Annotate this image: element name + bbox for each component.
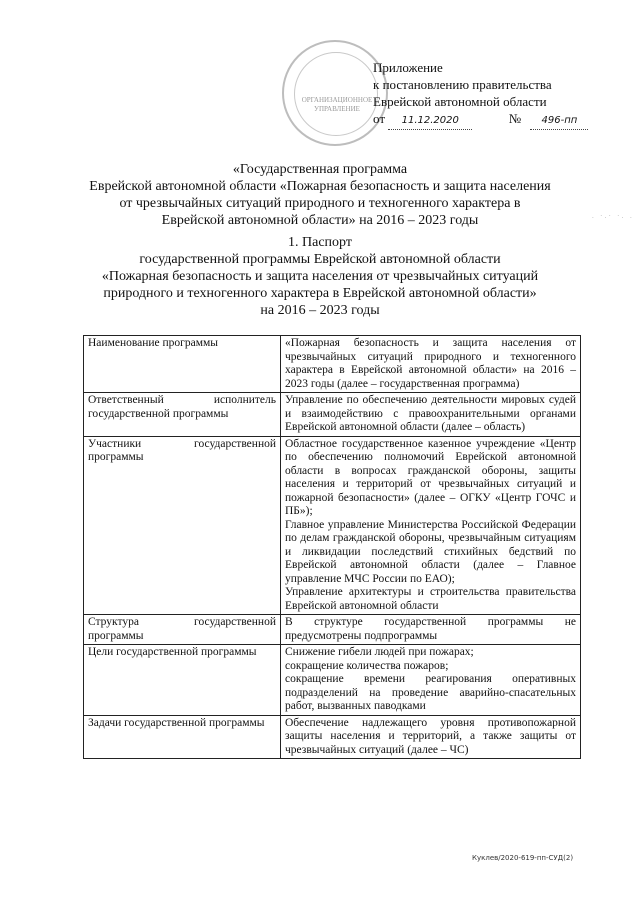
row-label: Наименование программы bbox=[84, 336, 281, 393]
row-label: Ответственный исполнитель государственной программы bbox=[84, 393, 281, 437]
passport-line: «Пожарная безопасность и защита населения от чрезвычайных ситуаций bbox=[101, 269, 539, 284]
document-code: Куклев/2020-619-пп-СУД(2) bbox=[472, 854, 574, 862]
decree-date: 11.12.2020 bbox=[388, 112, 472, 130]
row-paragraph: «Пожарная безопасность и защита населения от чрезвычайных ситуаций природного и техногенного характера в Еврейской автономной области» на 2016 – 2023 годы (далее – государственная программа) bbox=[285, 337, 576, 390]
stamp-text: ОРГАНИЗАЦИОННОЕ УПРАВЛЕНИЕ bbox=[301, 96, 373, 113]
scan-specks: . ·.· ·. . bbox=[591, 212, 634, 220]
title-line: Еврейской автономной области «Пожарная безопасность и защита населения bbox=[89, 179, 551, 194]
table-row bbox=[84, 393, 581, 437]
row-value bbox=[281, 393, 581, 437]
passport-heading bbox=[60, 234, 580, 319]
passport-line: на 2016 – 2023 годы bbox=[260, 303, 380, 318]
title-line: «Государственная программа bbox=[232, 162, 408, 177]
passport-line: 1. Паспорт bbox=[288, 235, 352, 250]
appendix-header bbox=[373, 59, 588, 130]
row-paragraph: Управление по обеспечению деятельности мировых судей и взаимодействию с правоохранительными органами Еврейской автономной области (далее – область) bbox=[285, 394, 576, 433]
row-label: Задачи государственной программы bbox=[84, 715, 281, 759]
row-paragraph: Главное управление Министерства Российской Федерации по делам гражданской обороны, чрезвычайным ситуациям и ликвидации последствий стихийных бедствий по Еврейской автономной области (далее – Главное управление МЧС России по ЕАО); bbox=[285, 518, 576, 585]
row-value bbox=[281, 645, 581, 716]
row-label: Структура государственной программы bbox=[84, 615, 281, 645]
table-row bbox=[84, 715, 581, 759]
row-value bbox=[281, 336, 581, 393]
row-paragraph: Снижение гибели людей при пожарах; bbox=[285, 646, 474, 658]
table-row bbox=[84, 645, 581, 716]
row-paragraph: В структуре государственной программы не предусмотрены подпрограммы bbox=[285, 616, 576, 642]
row-paragraph: Областное государственное казенное учреждение «Центр по обеспечению полномочий Еврейской автономной области в вопросах гражданской обороны, защиты населения и территорий от чрезвычайных ситуаций и пожарной безопасности» (далее – ОГКУ «Центр ГОЧС и ПБ»); bbox=[285, 437, 576, 517]
title-line: Еврейской автономной области» на 2016 – 2023 годы bbox=[161, 213, 479, 228]
row-value bbox=[281, 715, 581, 759]
row-value bbox=[281, 436, 581, 615]
appendix-line-2: к постановлению правительства bbox=[373, 77, 552, 92]
stamp-inner-ring bbox=[294, 52, 378, 136]
appendix-line-1: Приложение bbox=[373, 60, 443, 75]
row-paragraph: Управление архитектуры и строительства правительства Еврейской автономной области bbox=[285, 586, 576, 612]
passport-line: государственной программы Еврейской автономной области bbox=[139, 252, 501, 267]
appendix-line-3: Еврейской автономной области bbox=[373, 94, 547, 109]
from-label: от bbox=[373, 111, 386, 126]
row-label: Участники государственной программы bbox=[84, 436, 281, 615]
row-paragraph: сокращение количества пожаров; bbox=[285, 659, 449, 672]
program-title bbox=[60, 161, 580, 229]
table-row bbox=[84, 615, 581, 645]
passport-table bbox=[83, 335, 581, 759]
decree-number: 496-пп bbox=[530, 112, 588, 130]
row-paragraph: сокращение времени реагирования оперативных подразделений на проведение аварийно-спасательных работ, вызванных паводками bbox=[285, 673, 576, 712]
table-row bbox=[84, 436, 581, 615]
table-row bbox=[84, 336, 581, 393]
row-label: Цели государственной программы bbox=[84, 645, 281, 716]
row-value bbox=[281, 615, 581, 645]
passport-line: природного и техногенного характера в Еврейской автономной области» bbox=[103, 286, 537, 301]
title-line: от чрезвычайных ситуаций природного и техногенного характера в bbox=[119, 196, 521, 211]
appendix-date-number-line bbox=[373, 110, 588, 130]
number-label: № bbox=[508, 111, 522, 126]
row-paragraph: Обеспечение надлежащего уровня противопожарной защиты населения и территорий, а также защиты от чрезвычайных ситуаций (далее – ЧС) bbox=[285, 716, 576, 756]
